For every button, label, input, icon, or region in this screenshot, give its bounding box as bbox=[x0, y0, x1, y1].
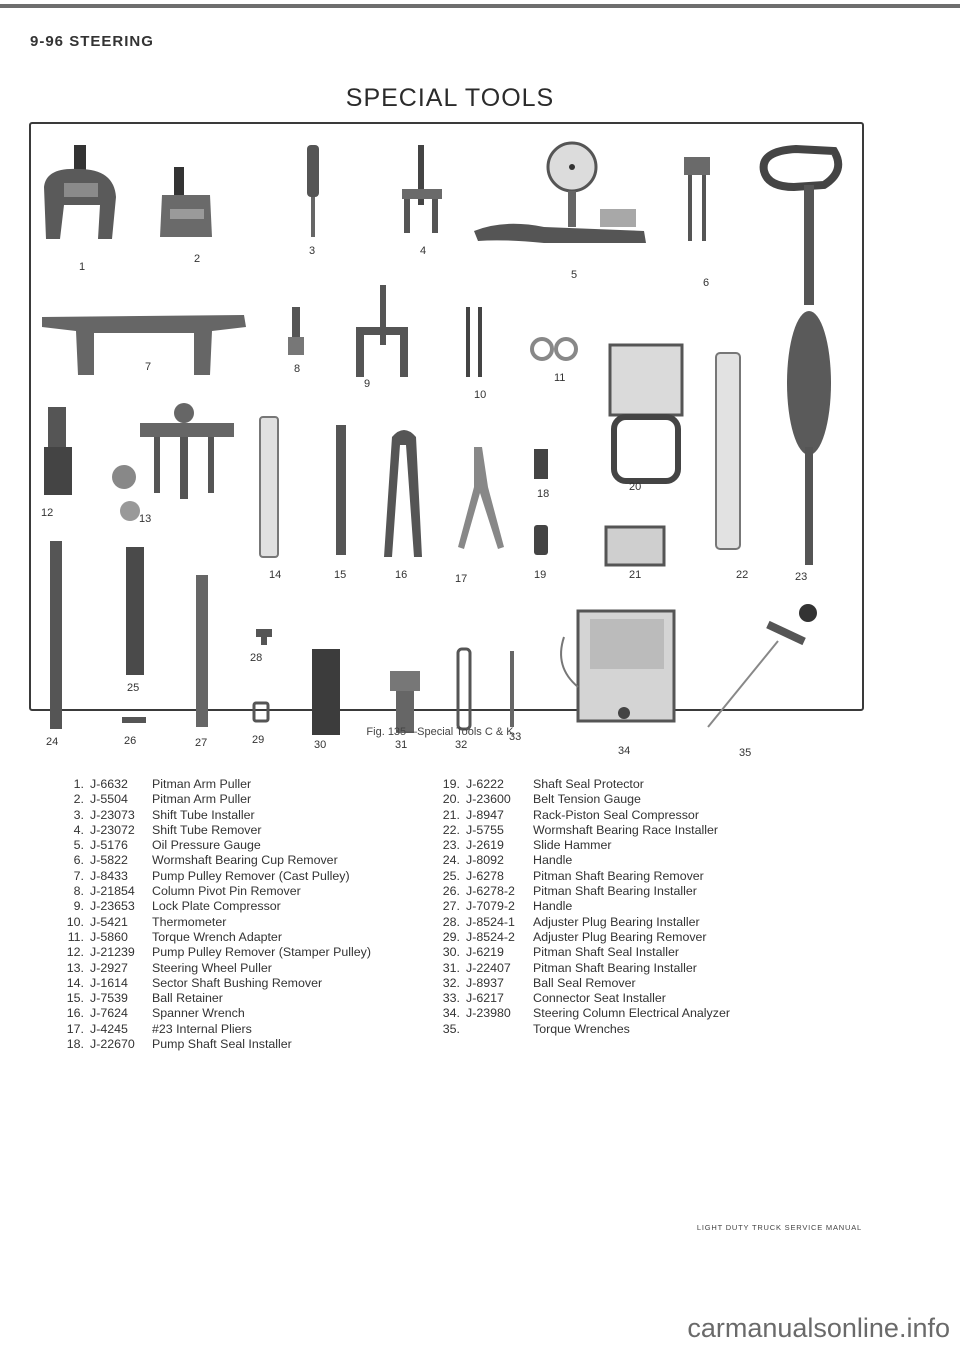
figure-label: 16 bbox=[395, 569, 408, 581]
tool-name: Adjuster Plug Bearing Installer bbox=[533, 914, 700, 929]
tool-27-illustration bbox=[196, 575, 208, 727]
tool-name: Pitman Shaft Bearing Remover bbox=[533, 868, 704, 883]
tool-1-illustration bbox=[44, 145, 116, 239]
tool-6-illustration bbox=[684, 157, 710, 241]
tool-number: 27. bbox=[442, 899, 460, 914]
tool-number: 8. bbox=[73, 884, 84, 899]
tool-name: Shift Tube Remover bbox=[152, 822, 262, 837]
tool-number: 1. bbox=[73, 777, 84, 791]
tool-9-illustration bbox=[356, 285, 408, 377]
tool-number: 10. bbox=[66, 914, 84, 929]
figure-label: 3 bbox=[309, 245, 316, 257]
tool-part-number: J-8524-1 bbox=[466, 914, 515, 929]
tool-number: 25. bbox=[442, 868, 460, 883]
tool-part-number: J-23980 bbox=[466, 1006, 511, 1021]
figure-label: 19 bbox=[534, 569, 547, 581]
tool-number: 26. bbox=[442, 884, 460, 899]
tool-34-illustration bbox=[561, 611, 674, 721]
tool-list-item bbox=[56, 1006, 371, 1021]
tools-legend-right bbox=[432, 777, 730, 1037]
figure-label: 13 bbox=[139, 513, 152, 525]
tool-name: Handle bbox=[533, 899, 573, 914]
tool-22-illustration bbox=[716, 353, 740, 549]
figure-label: 11 bbox=[554, 372, 566, 384]
tool-number: 17. bbox=[66, 1021, 84, 1036]
tool-2-illustration bbox=[160, 167, 212, 237]
tool-list-item bbox=[56, 1022, 371, 1037]
tool-name: Lock Plate Compressor bbox=[152, 899, 281, 914]
figure-label: 22 bbox=[736, 569, 749, 581]
tool-list-item bbox=[56, 1037, 371, 1052]
figure-label: 30 bbox=[314, 739, 327, 751]
tool-list-item bbox=[432, 1022, 730, 1037]
tool-number: 18. bbox=[66, 1037, 84, 1052]
tool-name: Wormshaft Bearing Cup Remover bbox=[152, 853, 338, 868]
tool-19-illustration bbox=[534, 525, 548, 555]
tool-number: 5. bbox=[73, 838, 84, 853]
tool-part-number: J-7079-2 bbox=[466, 899, 515, 914]
tool-part-number: J-23072 bbox=[90, 822, 135, 837]
tool-name: Adjuster Plug Bearing Remover bbox=[533, 929, 707, 944]
tool-part-number: J-23653 bbox=[90, 899, 135, 914]
tool-part-number: J-6219 bbox=[466, 945, 504, 960]
tool-part-number: J-8947 bbox=[466, 807, 504, 822]
tool-part-number: J-22407 bbox=[466, 960, 511, 975]
tool-name: Pump Pulley Remover (Cast Pulley) bbox=[152, 868, 350, 883]
tool-number: 14. bbox=[66, 975, 84, 990]
figure-label: 33 bbox=[509, 731, 522, 743]
tool-number: 28. bbox=[442, 914, 460, 929]
tool-list-item bbox=[56, 915, 371, 930]
tool-name: Belt Tension Gauge bbox=[533, 792, 641, 807]
tool-7-illustration bbox=[42, 315, 246, 375]
tool-number: 20. bbox=[442, 792, 460, 807]
figure-label: 29 bbox=[252, 734, 265, 746]
tool-part-number: J-7624 bbox=[90, 1006, 128, 1021]
tool-number: 31. bbox=[442, 960, 460, 975]
figure-label: 14 bbox=[269, 569, 282, 581]
tool-number: 22. bbox=[442, 822, 460, 837]
tool-list-item bbox=[432, 899, 730, 914]
tool-name: Ball Retainer bbox=[152, 991, 223, 1006]
tool-number: 9. bbox=[73, 899, 84, 914]
tool-part-number: J-1614 bbox=[90, 975, 128, 990]
tool-33-illustration bbox=[510, 651, 514, 727]
tool-name: Column Pivot Pin Remover bbox=[152, 884, 301, 899]
tool-part-number: J-6222 bbox=[466, 777, 504, 791]
tool-list-item bbox=[432, 777, 730, 792]
tool-29-illustration bbox=[254, 703, 268, 721]
page-header: 9-96 STEERING bbox=[30, 33, 154, 50]
tool-number: 3. bbox=[73, 807, 84, 822]
tool-name: Pitman Arm Puller bbox=[152, 792, 252, 807]
tool-part-number: J-6632 bbox=[90, 777, 128, 791]
tool-part-number: J-5860 bbox=[90, 929, 128, 944]
tool-list-item bbox=[56, 853, 371, 868]
tool-number: 15. bbox=[66, 991, 84, 1006]
tool-list-item bbox=[56, 899, 371, 914]
tool-part-number: J-8524-2 bbox=[466, 929, 515, 944]
tool-number: 19. bbox=[442, 777, 460, 791]
tool-list-item bbox=[56, 838, 371, 853]
figure-label: 7 bbox=[145, 361, 152, 373]
tool-part-number: J-21239 bbox=[90, 945, 135, 960]
tool-name: Pitman Shaft Bearing Installer bbox=[533, 960, 697, 975]
figure-label: 8 bbox=[294, 363, 301, 375]
tool-list-item bbox=[56, 945, 371, 960]
tool-part-number: J-8937 bbox=[466, 975, 504, 990]
tool-5-illustration bbox=[474, 143, 646, 243]
tool-name: Slide Hammer bbox=[533, 838, 612, 853]
tool-list-item bbox=[56, 976, 371, 991]
tool-list-item bbox=[56, 777, 371, 792]
figure-label: 27 bbox=[195, 737, 208, 749]
figure-label: 32 bbox=[455, 739, 468, 751]
tool-list-item bbox=[432, 823, 730, 838]
figure-label: 24 bbox=[46, 736, 59, 748]
tool-number: 35. bbox=[442, 1021, 460, 1036]
tool-number: 30. bbox=[442, 945, 460, 960]
tool-part-number: J-4245 bbox=[90, 1021, 128, 1036]
figure-caption: Fig. 135—Special Tools C & K bbox=[366, 726, 514, 738]
tool-name: Pitman Shaft Seal Installer bbox=[533, 945, 680, 960]
manual-footer: LIGHT DUTY TRUCK SERVICE MANUAL bbox=[696, 1223, 862, 1232]
tool-name: Shaft Seal Protector bbox=[533, 777, 644, 791]
tool-part-number: J-2927 bbox=[90, 960, 128, 975]
tool-16-illustration bbox=[384, 430, 422, 557]
tool-name: Pitman Shaft Bearing Installer bbox=[533, 884, 697, 899]
figure-label: 28 bbox=[250, 652, 263, 664]
figure-label: 15 bbox=[334, 569, 347, 581]
tool-list-item bbox=[432, 792, 730, 807]
tool-name: Steering Wheel Puller bbox=[152, 960, 272, 975]
figure-label: 5 bbox=[571, 269, 578, 281]
top-rule bbox=[0, 4, 960, 8]
tool-part-number: J-7539 bbox=[90, 991, 128, 1006]
tool-list-item bbox=[432, 853, 730, 868]
figure-label: 2 bbox=[194, 253, 201, 265]
tool-30-illustration bbox=[312, 649, 340, 735]
tool-name: Torque Wrench Adapter bbox=[152, 929, 282, 944]
tool-17-illustration bbox=[458, 447, 504, 549]
tool-name: Connector Seat Installer bbox=[533, 991, 666, 1006]
tool-list-item bbox=[56, 808, 371, 823]
figure-label: 23 bbox=[795, 571, 808, 583]
tool-name: Pitman Arm Puller bbox=[152, 777, 252, 791]
tool-list-item bbox=[56, 991, 371, 1006]
tool-number: 2. bbox=[73, 792, 84, 807]
figure-label: 26 bbox=[124, 735, 137, 747]
tool-list-item bbox=[432, 808, 730, 823]
tool-name: Sector Shaft Bushing Remover bbox=[152, 975, 323, 990]
tool-number: 7. bbox=[73, 868, 84, 883]
tool-number: 33. bbox=[442, 991, 460, 1006]
tool-31-illustration bbox=[390, 671, 420, 733]
figure-label: 21 bbox=[629, 569, 642, 581]
tool-name: Oil Pressure Gauge bbox=[152, 838, 261, 853]
tool-name: Thermometer bbox=[152, 914, 227, 929]
tool-part-number: J-21854 bbox=[90, 884, 135, 899]
tool-part-number: J-5176 bbox=[90, 838, 128, 853]
tool-18-illustration bbox=[534, 449, 548, 479]
figure-label: 6 bbox=[703, 277, 710, 289]
tool-25-illustration bbox=[126, 547, 144, 675]
figure-label: 35 bbox=[739, 747, 752, 759]
tool-name: Ball Seal Remover bbox=[533, 975, 636, 990]
figure-label: 9 bbox=[364, 378, 371, 390]
tool-name: Shift Tube Installer bbox=[152, 807, 255, 822]
tool-8-illustration bbox=[288, 307, 304, 355]
tool-20-illustration bbox=[610, 345, 682, 481]
tool-list-item bbox=[432, 1006, 730, 1021]
tool-list-item bbox=[432, 945, 730, 960]
tool-number: 12. bbox=[66, 945, 84, 960]
tool-26-illustration bbox=[122, 717, 146, 723]
tool-number: 21. bbox=[442, 807, 460, 822]
tool-list-item bbox=[56, 930, 371, 945]
tool-name: Pump Pulley Remover (Stamper Pulley) bbox=[152, 945, 371, 960]
tool-list-item bbox=[432, 930, 730, 945]
tools-photo bbox=[34, 127, 856, 763]
watermark: carmanualsonline.info bbox=[687, 1313, 950, 1343]
tool-21-illustration bbox=[606, 527, 664, 565]
tool-24-illustration bbox=[50, 541, 62, 729]
tool-32-illustration bbox=[458, 649, 470, 729]
tool-15-illustration bbox=[336, 425, 346, 555]
figure-label: 20 bbox=[629, 481, 642, 493]
tool-14-illustration bbox=[260, 417, 278, 557]
tool-list-item bbox=[432, 991, 730, 1006]
tool-11-illustration bbox=[532, 339, 576, 359]
tool-13-illustration bbox=[112, 403, 234, 521]
tool-3-illustration bbox=[307, 145, 319, 237]
tool-list-item bbox=[432, 976, 730, 991]
tool-name: Handle bbox=[533, 853, 573, 868]
tool-name: Wormshaft Bearing Race Installer bbox=[533, 822, 719, 837]
figure-label: 17 bbox=[455, 573, 468, 585]
tool-number: 6. bbox=[73, 853, 84, 868]
tool-number: 4. bbox=[73, 822, 84, 837]
figure-label: 10 bbox=[474, 389, 487, 401]
tool-name: Rack-Piston Seal Compressor bbox=[533, 807, 699, 822]
tool-part-number: J-8433 bbox=[90, 868, 128, 883]
tool-4-illustration bbox=[402, 145, 442, 233]
tool-part-number: J-8092 bbox=[466, 853, 504, 868]
tool-name: Pump Shaft Seal Installer bbox=[152, 1037, 292, 1052]
tool-number: 32. bbox=[442, 975, 460, 990]
tool-list-item bbox=[432, 869, 730, 884]
tool-list-item bbox=[56, 884, 371, 899]
tool-part-number: J-22670 bbox=[90, 1037, 135, 1052]
figure-label: 31 bbox=[395, 739, 408, 751]
tool-list-item bbox=[432, 961, 730, 976]
tool-number: 29. bbox=[442, 929, 460, 944]
tool-list-item bbox=[432, 838, 730, 853]
tool-number: 16. bbox=[66, 1006, 84, 1021]
tool-part-number: J-6278-2 bbox=[466, 884, 515, 899]
tool-name: Steering Column Electrical Analyzer bbox=[533, 1006, 730, 1021]
tool-part-number: J-5755 bbox=[466, 822, 504, 837]
tool-list-item bbox=[432, 884, 730, 899]
tool-number: 34. bbox=[442, 1006, 460, 1021]
figure-label: 18 bbox=[537, 488, 550, 500]
tool-name: #23 Internal Pliers bbox=[152, 1021, 252, 1036]
tool-part-number: J-6217 bbox=[466, 991, 504, 1006]
tool-number: 24. bbox=[442, 853, 460, 868]
tool-28-illustration bbox=[256, 629, 272, 645]
tool-12-illustration bbox=[44, 407, 72, 495]
tool-number: 11. bbox=[67, 929, 84, 944]
tool-35-illustration bbox=[708, 604, 817, 727]
tool-part-number: J-6278 bbox=[466, 868, 504, 883]
tool-10-illustration bbox=[466, 307, 482, 377]
tool-part-number: J-5504 bbox=[90, 792, 128, 807]
tool-number: 13. bbox=[66, 960, 84, 975]
tool-part-number bbox=[466, 1022, 533, 1037]
figure-label: 34 bbox=[618, 745, 631, 757]
tool-number: 23. bbox=[442, 838, 460, 853]
tool-list-item bbox=[56, 823, 371, 838]
tool-name: Spanner Wrench bbox=[152, 1006, 245, 1021]
tool-list-item bbox=[432, 915, 730, 930]
tool-list-item bbox=[56, 792, 371, 807]
tool-part-number: J-5421 bbox=[90, 914, 128, 929]
figure-label: 1 bbox=[79, 261, 86, 273]
figure-label: 12 bbox=[41, 507, 54, 519]
tool-name: Torque Wrenches bbox=[533, 1021, 630, 1036]
tool-part-number: J-23600 bbox=[466, 792, 511, 807]
tool-list-item bbox=[56, 869, 371, 884]
tool-part-number: J-5822 bbox=[90, 853, 128, 868]
tools-legend-left bbox=[56, 777, 371, 1052]
tool-part-number: J-23073 bbox=[90, 807, 135, 822]
tool-23-illustration bbox=[764, 149, 839, 565]
page-title: SPECIAL TOOLS bbox=[345, 84, 555, 112]
tool-list-item bbox=[56, 961, 371, 976]
figure-label: 25 bbox=[127, 682, 140, 694]
tool-part-number: J-2619 bbox=[466, 838, 504, 853]
figure-label: 4 bbox=[420, 245, 427, 257]
